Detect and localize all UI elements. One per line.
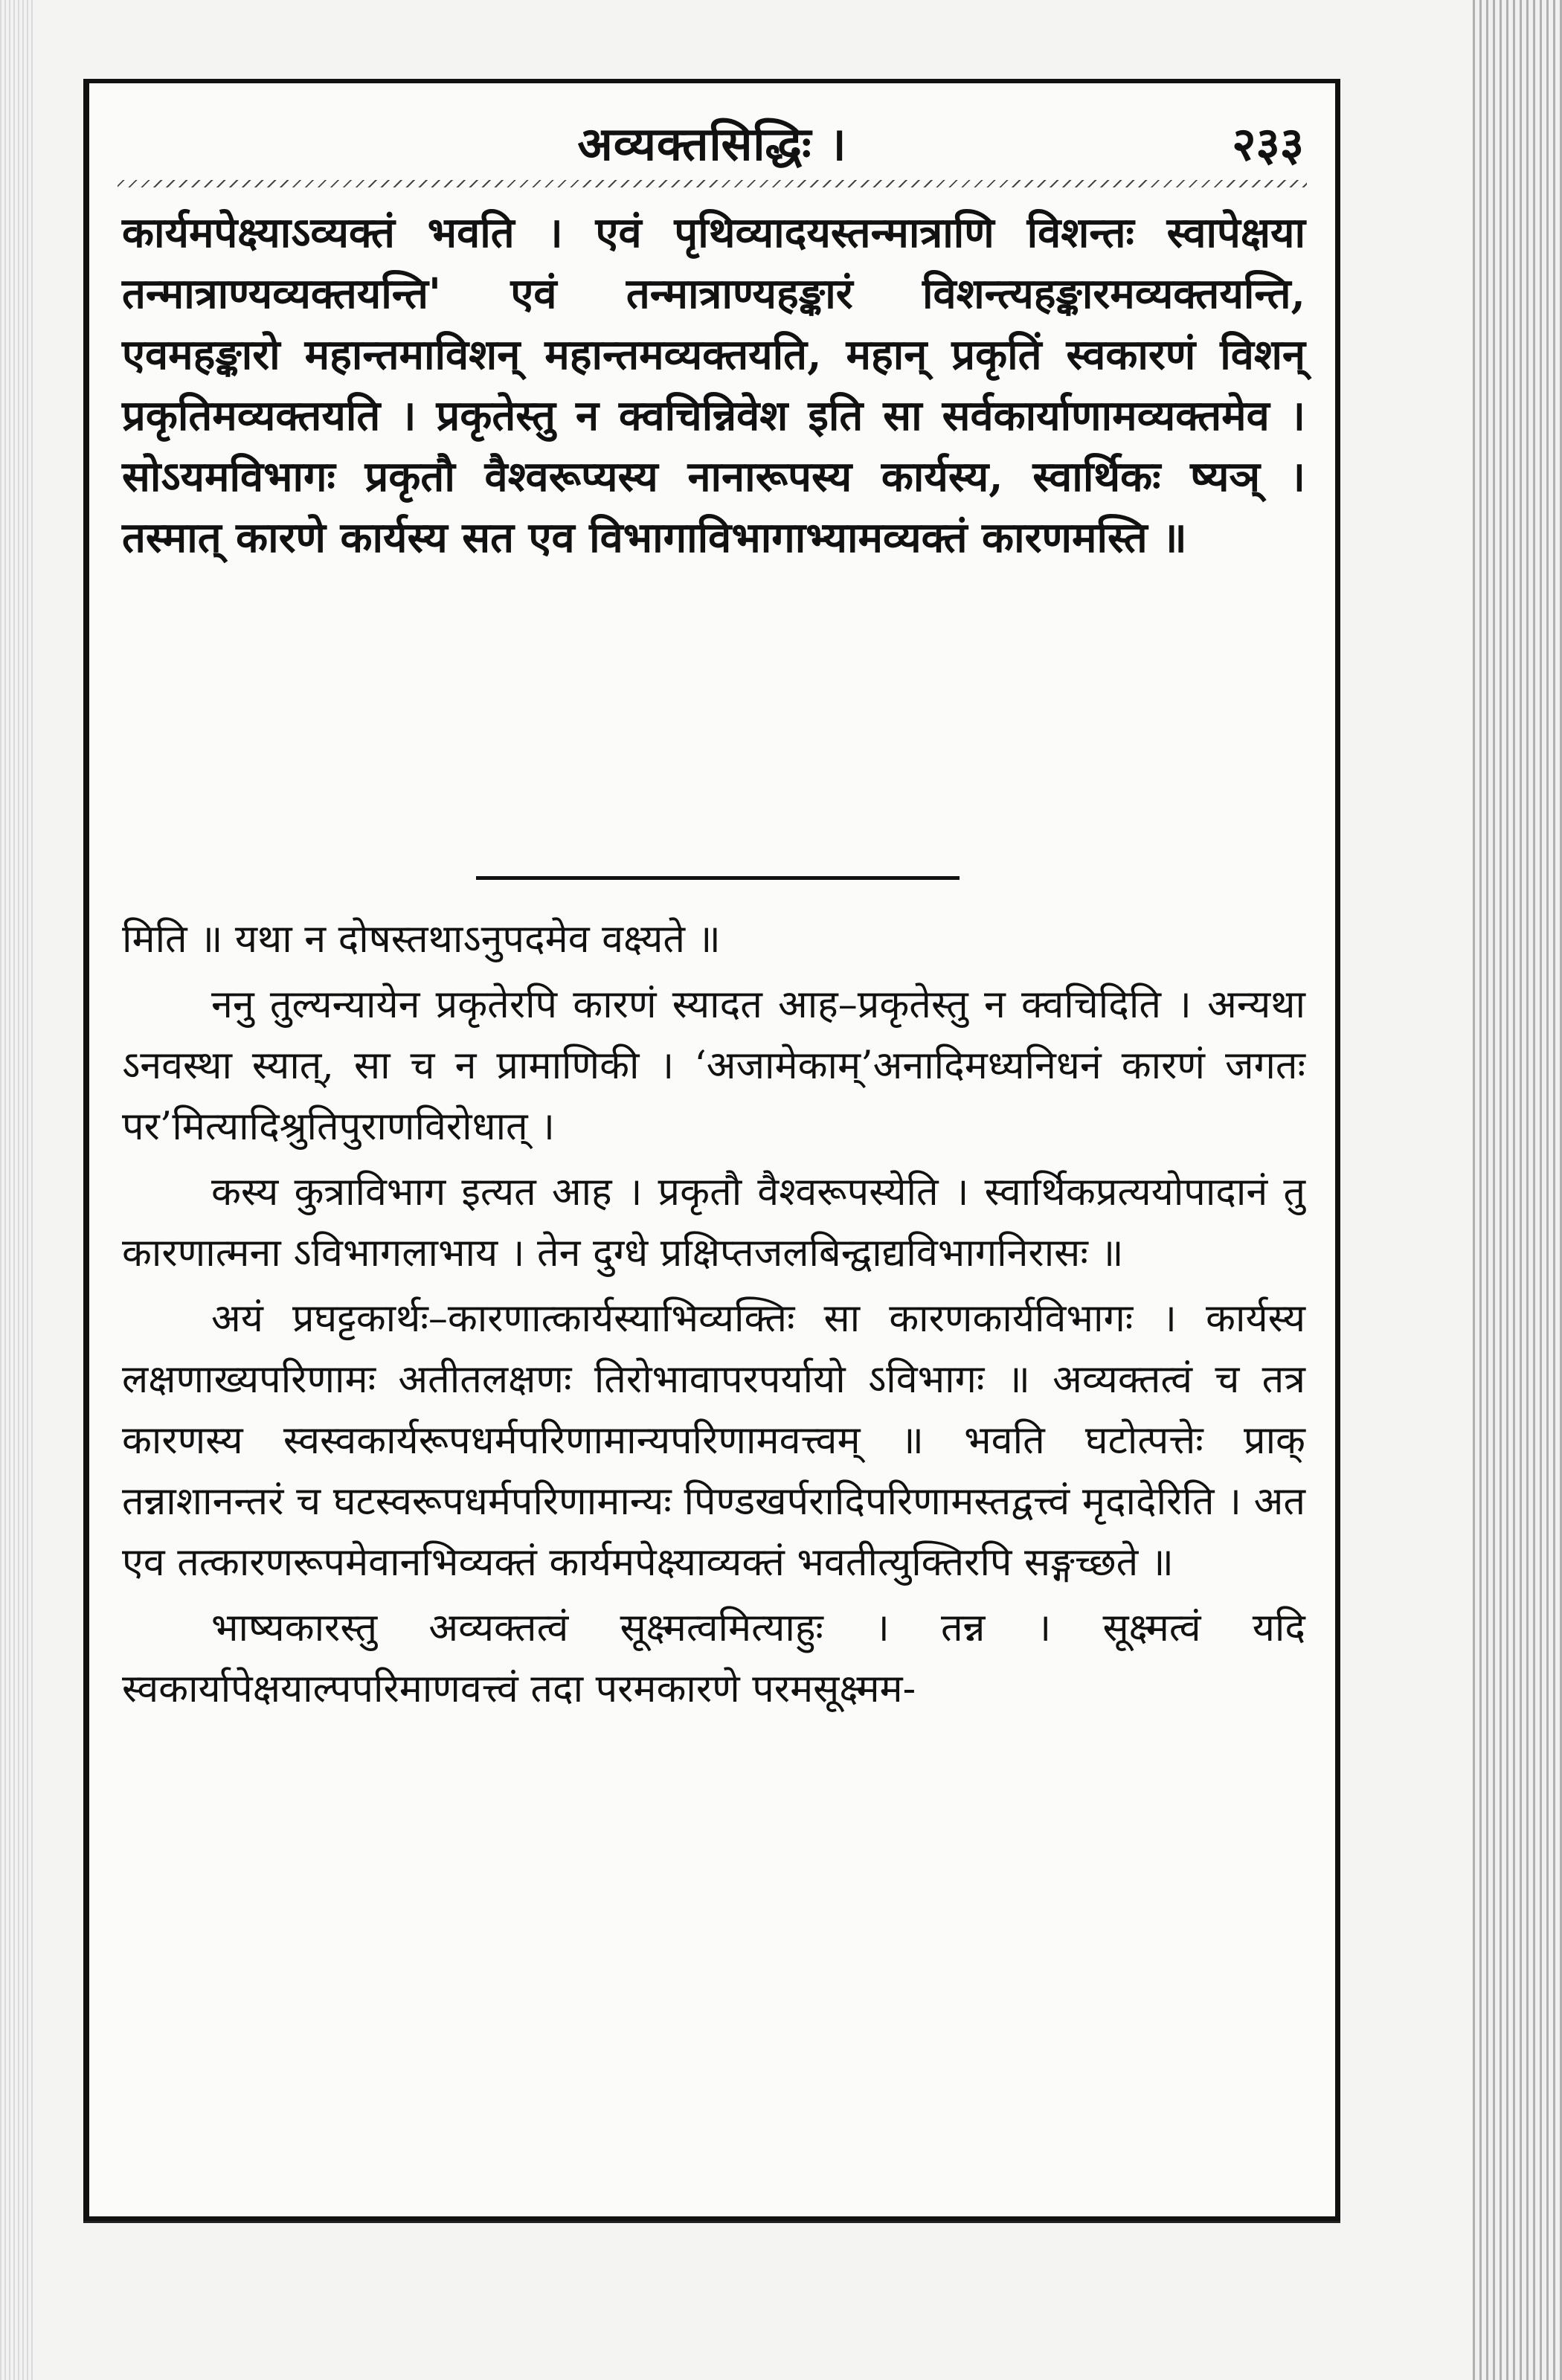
page-edge-right bbox=[1473, 0, 1562, 2380]
running-head bbox=[89, 101, 1335, 183]
commentary-paragraph-3: कस्य कुत्राविभाग इत्यत आह । प्रकृतौ वैश्वरूपस्येति । स्वार्थिकप्रत्ययोपादानं तु कारणात्मना ऽविभागलाभाय । तेन दुग्धे प्रक्षिप्तजलबिन्द्वाद्यविभागनिरासः ॥ bbox=[122, 1170, 1305, 1276]
page-edge-left bbox=[0, 0, 33, 2380]
main-text bbox=[122, 202, 1305, 568]
commentary-paragraph-2: ननु तुल्यन्यायेन प्रकृतेरपि कारणं स्यादत आह–प्रकृतेस्तु न क्वचिदिति । अन्यथा ऽनवस्था स्यात्, सा च न प्रामाणिकी । ‘अजामेकाम्’अनादिमध्यनिधनं कारणं जगतः पर’मित्यादिश्रुतिपुराणविरोधात् । bbox=[122, 982, 1305, 1149]
running-title: अव्यक्तसिद्धिः । bbox=[577, 117, 847, 171]
page-frame bbox=[83, 79, 1340, 2221]
section-divider bbox=[476, 876, 960, 880]
page-number: २३३ bbox=[1232, 117, 1304, 171]
commentary-paragraph-4: अयं प्रघट्टकार्थः–कारणात्कार्यस्याभिव्यक्तिः सा कारणकार्यविभागः । कार्यस्य लक्षणाख्यपरिणामः अतीतलक्षणः तिरोभावापरपर्यायो ऽविभागः ॥ अव्यक्तत्वं च तत्र कारणस्य स्वस्वकार्यरूपधर्मपरिणामान्यपरिणामवत्त्वम् ॥ भवति घटोत्पत्तेः प्राक् तन्नाशानन्तरं च घटस्वरूपधर्मपरिणामान्यः पिण्डखर्परादिपरिणामस्तद्वत्त्वं मृदादेरिति । अत एव तत्कारणरूपमेवानभिव्यक्तं कार्यमपेक्ष्याव्यक्तं भवतीत्युक्तिरपि सङ्गच्छते ॥ bbox=[122, 1296, 1305, 1585]
commentary bbox=[122, 909, 1305, 1720]
commentary-paragraph-1: मिति ॥ यथा न दोषस्तथाऽनुपदमेव वक्ष्यते ॥ bbox=[122, 917, 721, 962]
bottom-rule bbox=[83, 2221, 1340, 2223]
header-wavy-rule bbox=[118, 180, 1307, 187]
commentary-paragraph-5: भाष्यकारस्तु अव्यक्तत्वं सूक्ष्मत्वमित्याहुः । तन्न । सूक्ष्मत्वं यदि स्वकार्यापेक्षयाल्पपरिमाणवत्त्वं तदा परमकारणे परमसूक्ष्मम- bbox=[122, 1606, 1305, 1711]
main-text-paragraph: कार्यमपेक्ष्याऽव्यक्तं भवति । एवं पृथिव्यादयस्तन्मात्राणि विशन्तः स्वापेक्षया तन्मात्राण्यव्यक्तयन्ति' एवं तन्मात्राण्यहङ्कारं विशन्त्यहङ्कारमव्यक्तयन्ति, एवमहङ्कारो महान्तमाविशन् महान्तमव्यक्तयति, महान् प्रकृतिं स्वकारणं विशन् प्रकृतिमव्यक्तयति । प्रकृतेस्तु न क्वचिन्निवेश इति सा सर्वकार्याणामव्यक्तमेव । सोऽयमविभागः प्रकृतौ वैश्वरूप्यस्य नानारूपस्य कार्यस्य, स्वार्थिकः ष्यञ् । तस्मात् कारणे कार्यस्य सत एव विभागाविभागाभ्यामव्यक्तं कारणमस्ति ॥ bbox=[122, 208, 1305, 562]
